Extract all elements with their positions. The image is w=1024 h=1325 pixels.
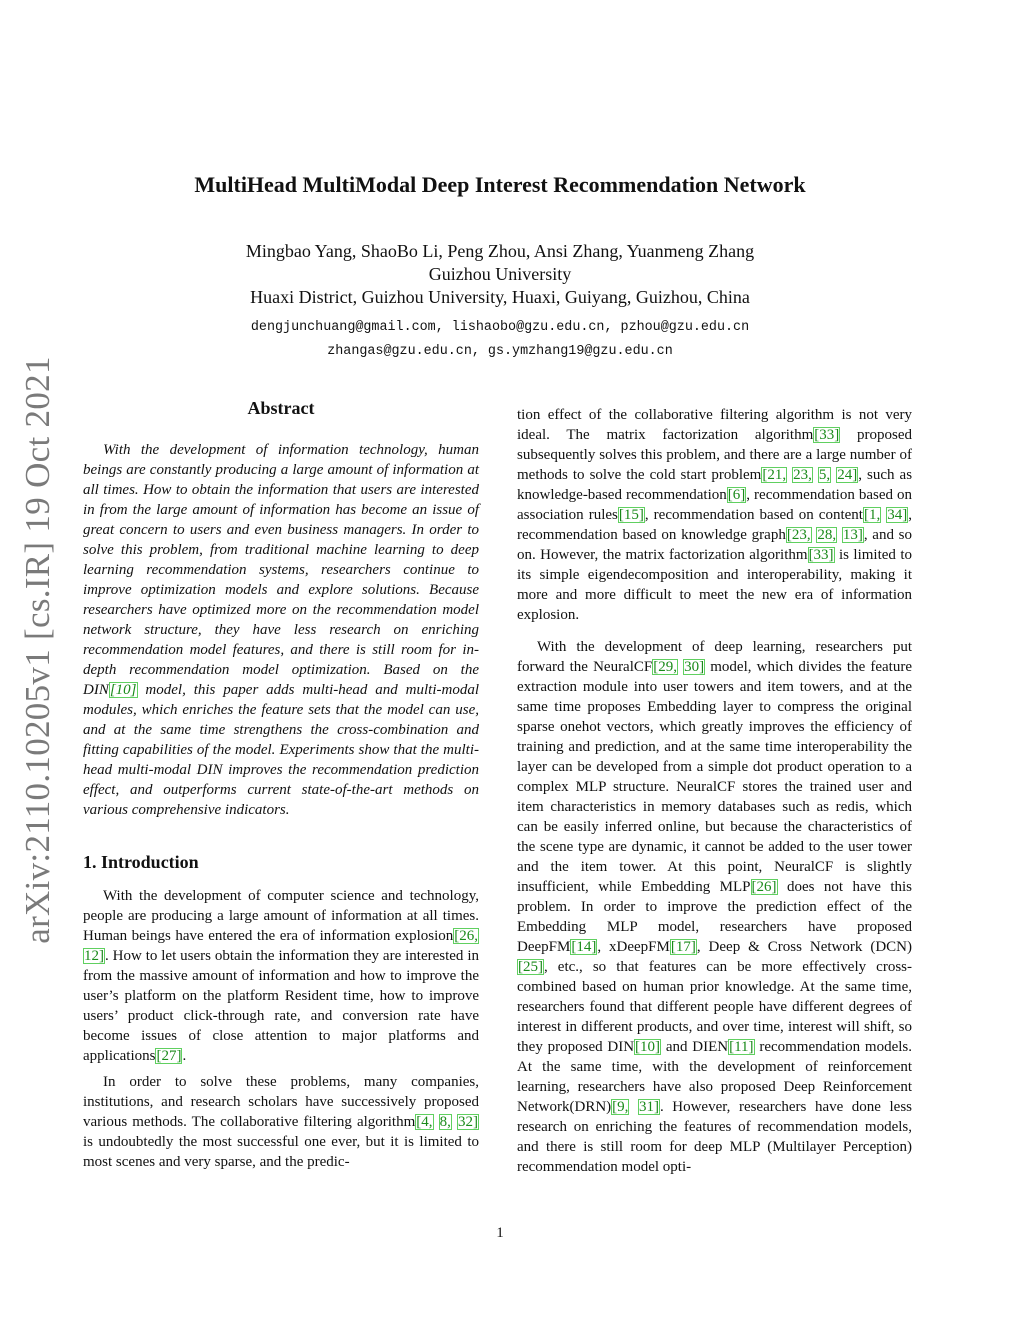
left-column [83,398,479,1172]
citation-link[interactable]: [21, [762,467,787,483]
citation-link[interactable]: [27] [156,1048,182,1064]
citation-link[interactable]: [10] [109,682,137,698]
right-column [517,405,912,1177]
affiliation: Guizhou University [428,264,572,284]
address: Huaxi District, Guizhou University, Huaxi, Guiyang, Guizhou, China [250,287,750,307]
citation-link[interactable]: 30] [684,659,705,675]
abstract-heading: Abstract [247,398,315,418]
citation-link[interactable]: [17] [670,939,696,955]
citation-link[interactable]: [23, [786,527,811,543]
citation-link[interactable]: [26, [454,928,478,944]
emails-line-1: dengjunchuang@gmail.com, lishaobo@gzu.edu.cn, pzhou@gzu.edu.cn [250,320,750,335]
citation-link[interactable]: [33] [814,427,840,443]
emails-line-2: zhangas@gzu.edu.cn, gs.ymzhang19@gzu.edu.cn [327,344,673,359]
arxiv-id: arXiv:2110.10205v1 [cs.IR] 19 Oct 2021 [18,356,57,944]
citation-link[interactable]: [33] [808,547,834,563]
citation-link[interactable]: [26] [751,879,777,895]
author-block [0,240,1000,309]
citation-link[interactable]: [14] [571,939,597,955]
citation-link[interactable]: [1, [863,507,881,523]
page-number: 1 [496,1225,504,1241]
email-block [0,316,1000,364]
citation-link[interactable]: [11] [729,1039,754,1055]
citation-link[interactable]: 28, [817,527,837,543]
citation-link[interactable]: [9, [612,1099,629,1115]
citation-link[interactable]: 24] [837,467,858,483]
citation-link[interactable]: [4, [416,1114,433,1130]
right-paragraph-2: With the development of deep learning, researchers put forward the NeuralCF[29, 30] model, which divides the feature extraction module into user towers and item towers, and at the same time proposes Embedding layer to compress the original sparse onehot vectors, which greatly improves the efficiency of training and prediction, and at the same time interoperability the layer can be developed from a simple dot product operation to a complex MLP structure. NeuralCF stores the trained user and item characteristics in memory databases such as redis, which can be easily inferred online, but because the characteristics of the scene type are dynamic, it cannot be added to the user tower and the item tower. At this point, NeuralCF is slightly insufficient, while Embedding MLP[26] does not have this problem. In order to improve the prediction effect of the Embedding MLP model, researchers have proposed DeepFM[14], xDeepFM[17], Deep & Cross Network (DCN)[25], etc., so that features can be more effectively cross-combined based on human prior knowledge. At the same time, researchers found that different people have different degrees of interest in different products, and over time, interest will shift, so they proposed DIN[10] and DIEN[11] recommendation models. At the same time, with the development of reinforcement learning, researchers have also proposed Deep Reinforcement Network(DRN)[9, 31]. However, researchers have done less research on enriching the features of recommendation models, and there is still room for deep MLP (Multilayer Perception) recommendation model opti- [517,639,913,1175]
citation-link[interactable]: 34] [887,507,908,523]
right-paragraph-1: tion effect of the collaborative filtering algorithm is not very ideal. The matrix factorization algorithm[33] proposed subsequently solves this problem, and there are a large number of methods to solve the cold start problem[21, 23, 5, 24], such as knowledge-based recommendation[6], recommendation based on association rules[15], recommendation based on content[1, 34], recommendation based on knowledge graph[23, 28, 13], and so on. However, the matrix factorization algorithm[33] is limited to its simple eigendecomposition and interoperability, making it more and more difficult to meet the new era of information explosion. [517,407,913,623]
citation-link[interactable]: 31] [638,1099,659,1115]
citation-link[interactable]: 32] [458,1114,478,1130]
citation-link[interactable]: 13] [842,527,863,543]
intro-paragraph-2: In order to solve these problems, many companies, institutions, and research scholars have successively proposed various methods. The collaborative filtering algorithm[4, 8, 32] is undoubtedly the most successful one ever, but it is limited to most scenes and very sparse, and the predic- [83,1074,479,1170]
citation-link[interactable]: [25] [518,959,543,975]
citation-link[interactable]: [10] [635,1039,661,1055]
citation-link[interactable]: 8, [439,1114,451,1130]
section-heading-introduction: 1. Introduction [83,852,199,872]
abstract-text: With the development of information technology, human beings are constantly producing a large amount of information at all times. How to obtain the information that users are interested in from the large amount of information has become an issue of great concern to users and even business managers. In order to solve this problem, from traditional machine learning to deep learning recommendation systems, researchers continue to improve optimization models and explore solutions. Because researchers have optimized more on the recommendation model network structure, they have less research on enriching recommendation model features, and there is still room for in-depth recommendation model optimization. Based on the DIN[10] model, this paper adds multi-head and multi-modal modules, which enriches the feature sets that the model can use, and at the same time strengthens the cross-combination and fitting capabilities of the model. Experiments show that the multi-head multi-modal DIN improves the recommendation prediction effect, and outperforms current state-of-the-art methods on various comprehensive indicators. [83,442,479,818]
citation-link[interactable]: [15] [618,507,644,523]
citation-link[interactable]: [6] [727,487,746,503]
citation-link[interactable]: 12] [84,948,104,964]
intro-paragraph-1: With the development of computer science and technology, people are producing a large amount of information at all times. Human beings have entered the era of information explosion[26, 12]. How to let users obtain the information they are interested in from the massive amount of information and how to improve the user’s platform on the platform Resident time, how to improve users’ product click-through rate, and conversion rate have become issues of close attention to major platforms and applications[27]. [83,888,479,1064]
arxiv-stamp [8,356,68,944]
citation-link[interactable]: 5, [818,467,831,483]
paper-title: MultiHead MultiModal Deep Interest Recommendation Network [194,172,806,197]
citation-link[interactable]: [29, [653,659,677,675]
author-names: Mingbao Yang, ShaoBo Li, Peng Zhou, Ansi Zhang, Yuanmeng Zhang [245,241,755,261]
citation-link[interactable]: 23, [793,467,812,483]
